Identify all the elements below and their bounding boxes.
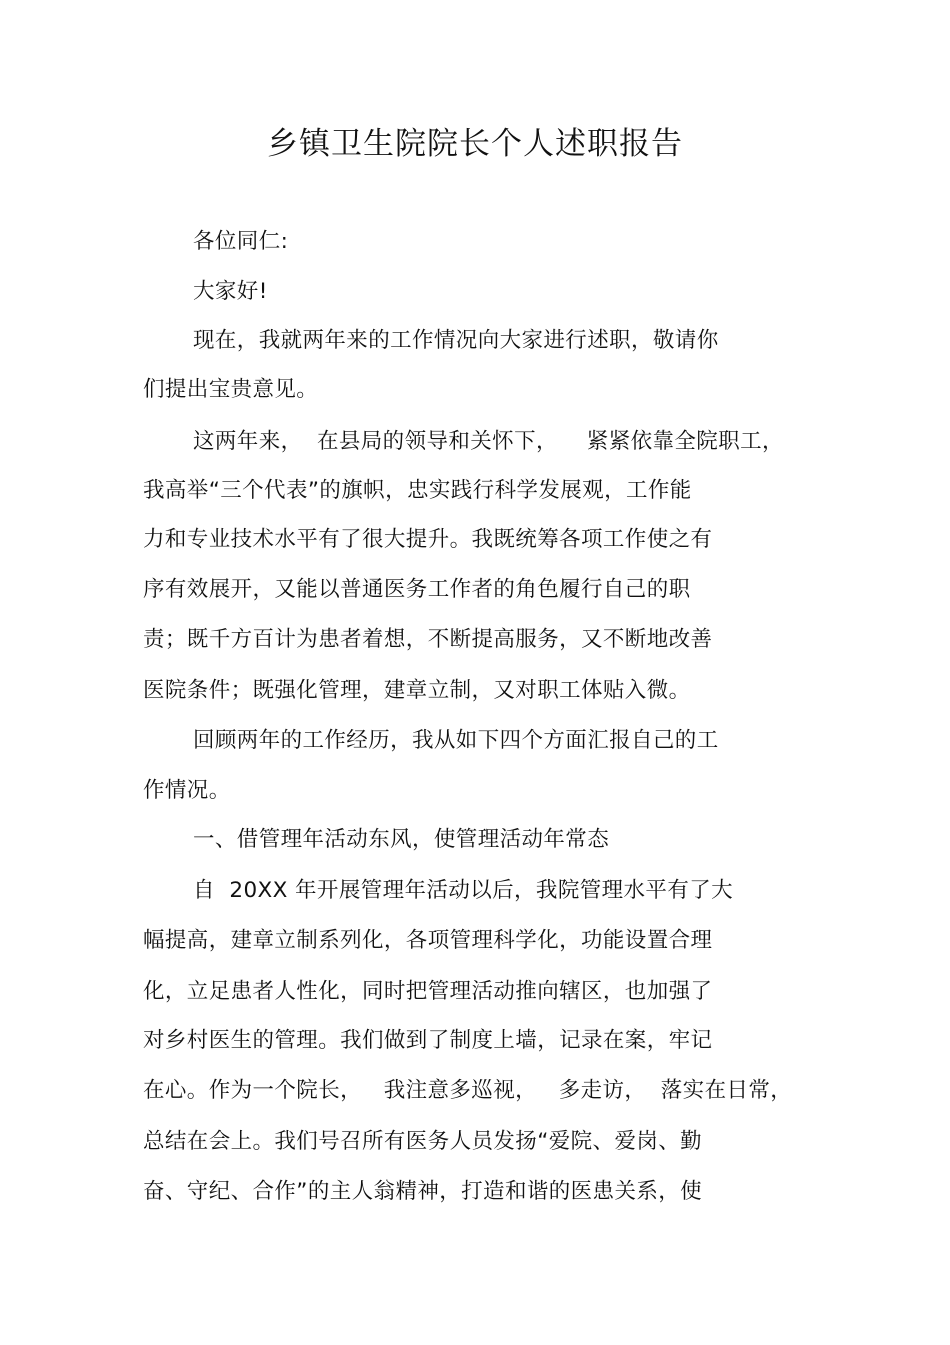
paragraph-line: 医院条件；既强化管理，建章立制，又对职工体贴入微。 <box>143 678 691 703</box>
paragraph-line: 力和专业技术水平有了很大提升。我既统筹各项工作使之有 <box>143 527 713 552</box>
paragraph-line: 现在，我就两年来的工作情况向大家进行述职，敬请你 <box>193 328 719 353</box>
paragraph-line: 这两年来， 在县局的领导和关怀下， 紧紧依靠全院职工， <box>193 429 784 454</box>
paragraph-line: 对乡村医生的管理。我们做到了制度上墙，记录在案，牢记 <box>143 1028 713 1053</box>
paragraph-line: 总结在会上。我们号召所有医务人员发扬“爱院、爱岗、勤 <box>143 1129 703 1154</box>
paragraph-line: 序有效展开，又能以普通医务工作者的角色履行自己的职 <box>143 577 691 602</box>
paragraph-line: 化，立足患者人性化，同时把管理活动推向辖区，也加强了 <box>143 979 713 1004</box>
paragraph-line: 责；既千方百计为患者着想，不断提高服务，又不断地改善 <box>143 627 713 652</box>
paragraph-line: 自 20XX 年开展管理年活动以后，我院管理水平有了大 <box>193 878 734 903</box>
paragraph-line: 我高举“三个代表”的旗帜，忠实践行科学发展观，工作能 <box>143 478 692 503</box>
paragraph-line: 作情况。 <box>143 778 231 803</box>
section-heading: 一、借管理年活动东风，使管理活动年常态 <box>193 827 610 852</box>
paragraph-line: 幅提高，建章立制系列化，各项管理科学化，功能设置合理 <box>143 928 713 953</box>
paragraph-line: 在心。作为一个院长， 我注意多巡视， 多走访， 落实在日常， <box>143 1078 793 1103</box>
document-title: 乡镇卫生院院长个人述职报告 <box>267 126 683 162</box>
greeting-line: 大家好! <box>193 279 268 304</box>
salutation-line: 各位同仁: <box>193 229 289 254</box>
paragraph-line: 奋、守纪、合作”的主人翁精神，打造和谐的医患关系，使 <box>143 1179 703 1204</box>
paragraph-line: 们提出宝贵意见。 <box>143 377 319 402</box>
paragraph-line: 回顾两年的工作经历，我从如下四个方面汇报自己的工 <box>193 728 719 753</box>
